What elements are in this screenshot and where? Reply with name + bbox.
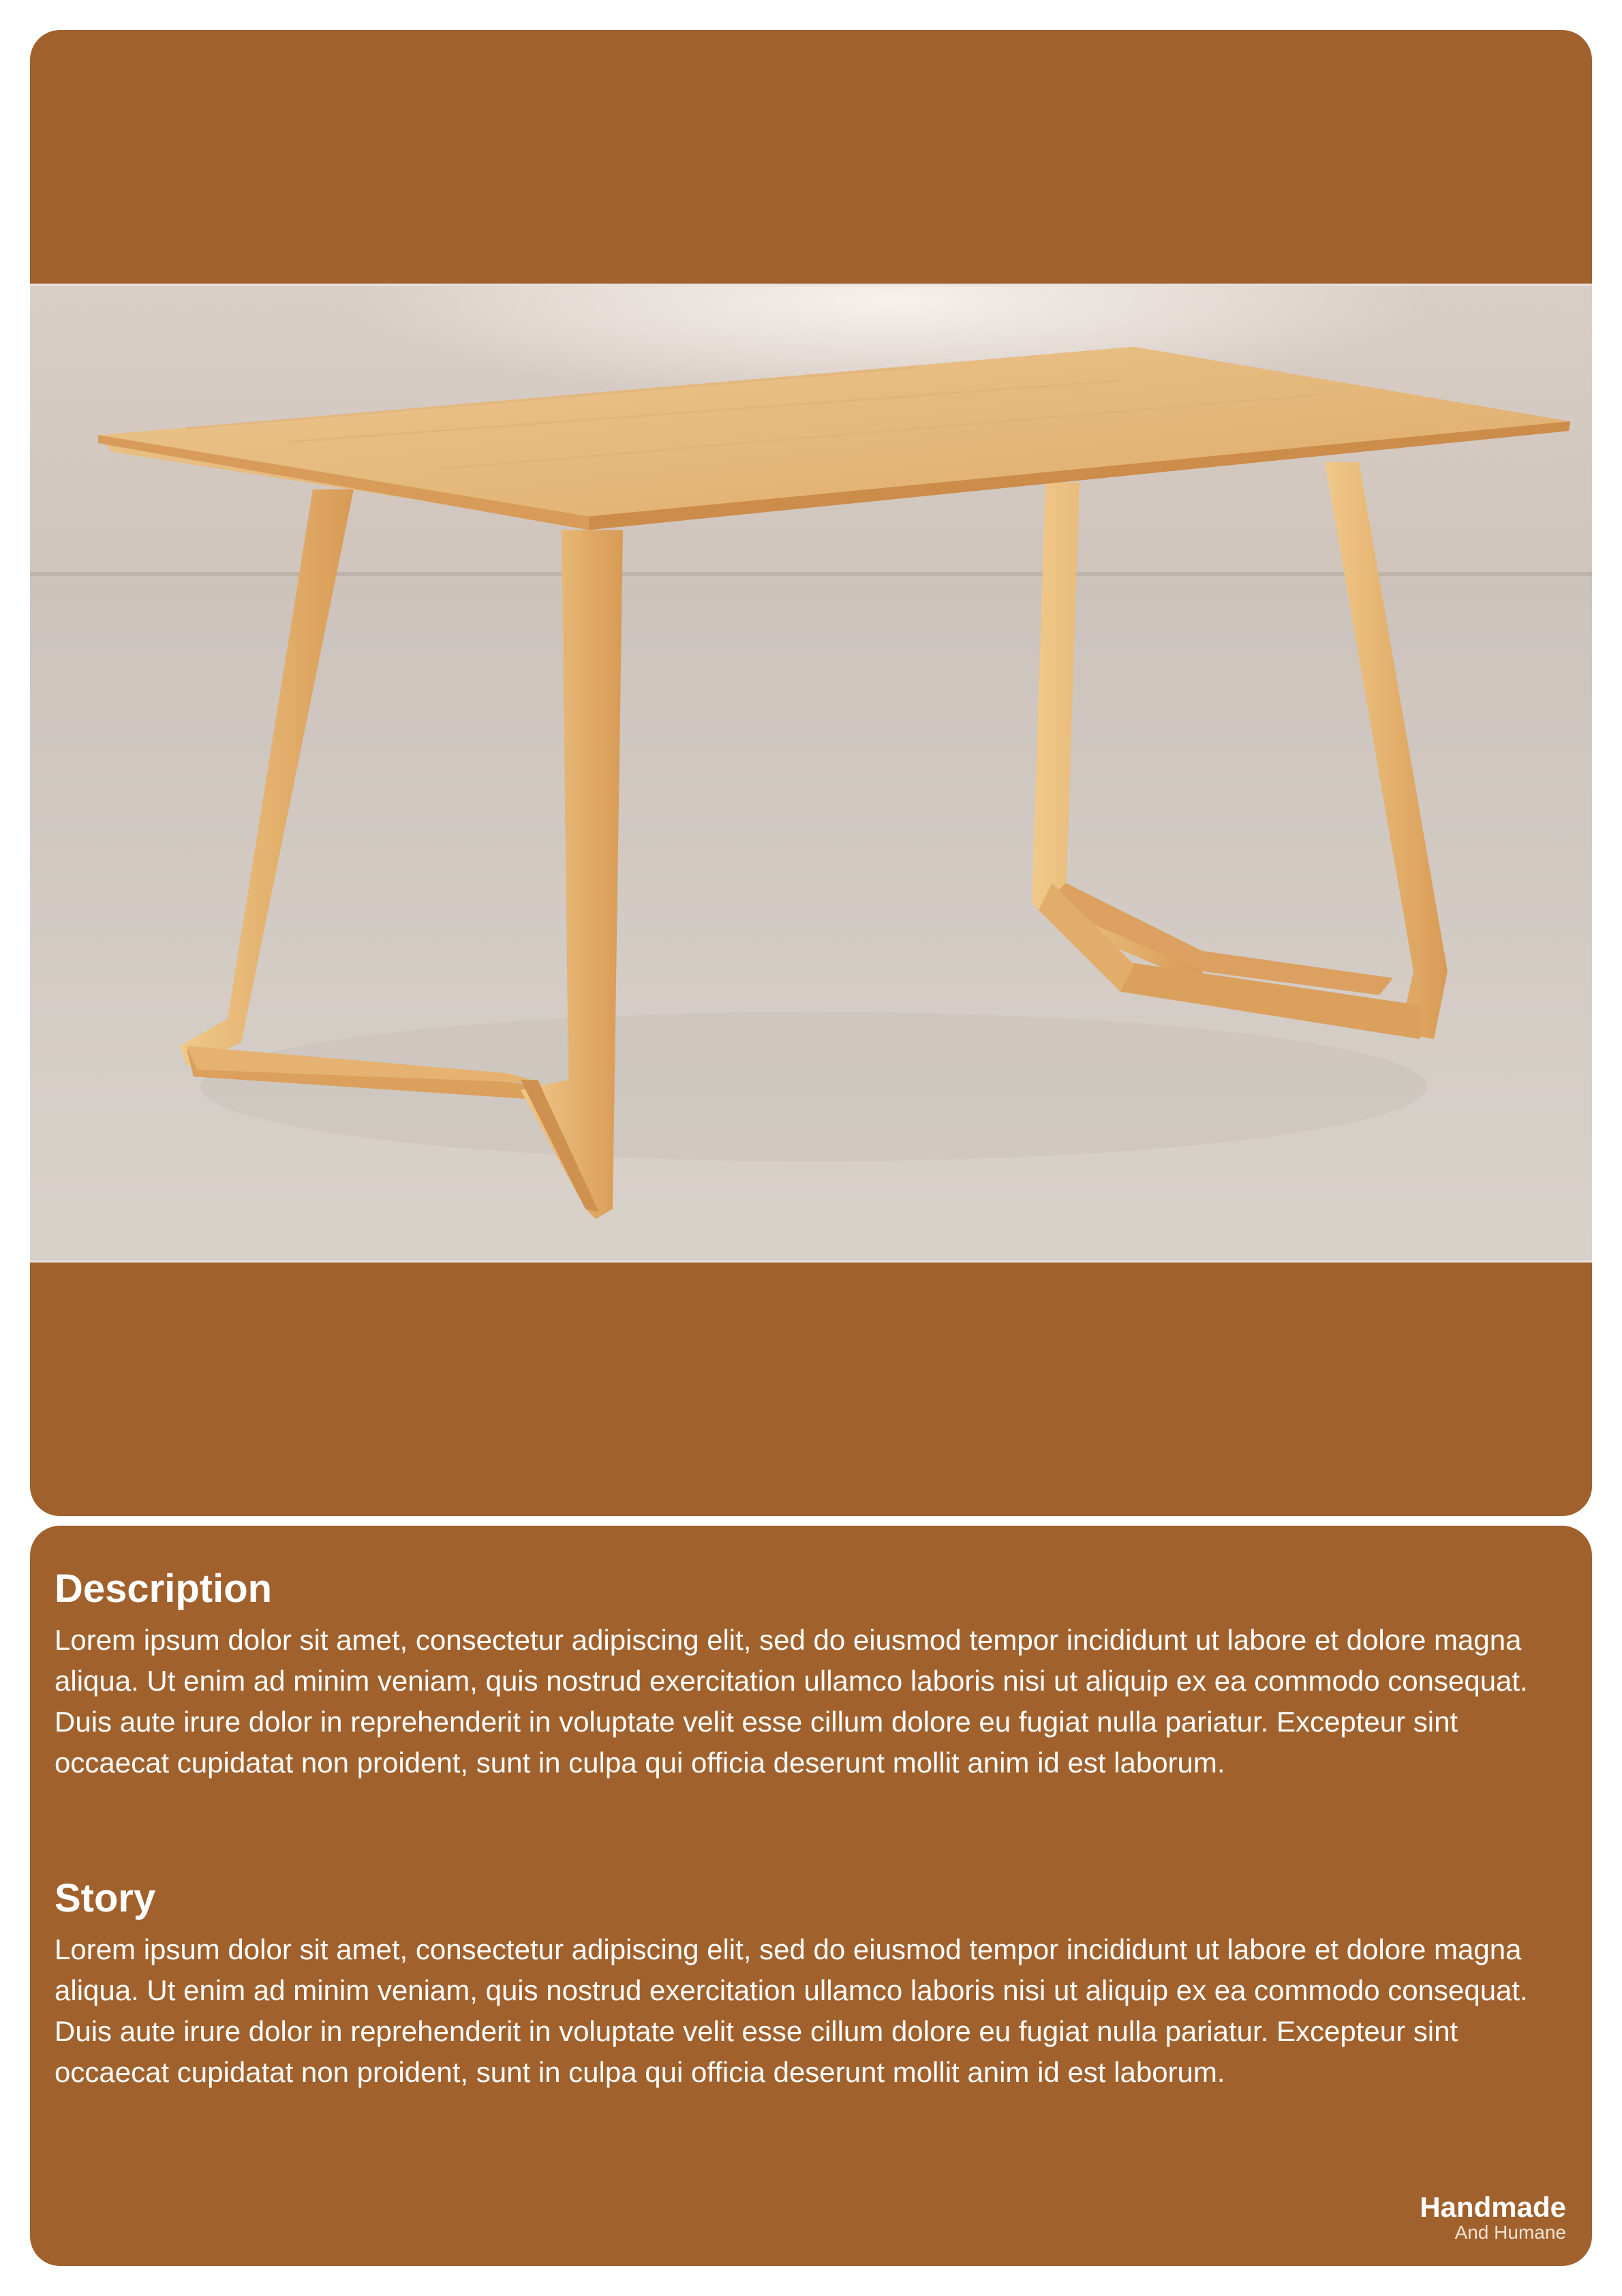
info-panel xyxy=(30,1526,1592,2266)
brand-name: Handmade xyxy=(1420,2191,1566,2223)
description-heading: Description xyxy=(55,1567,273,1611)
story-text: Lorem ipsum dolor sit amet, consectetur adipiscing elit, sed do eiusmod tempor incididunt ut labore et dolore magna aliqua. Ut enim ad minim veniam, quis nostrud exercitation ullamco laboris nisi ut aliquip ex ea commodo consequat. Duis aute irure dolor in reprehenderit in voluptate velit esse cillum dolore eu fugiat nulla pariatur. Excepteur sint occaecat cupidatat non proident, sunt in culpa qui officia deserunt mollit anim id est laborum. xyxy=(55,1933,1528,2088)
brand-logo xyxy=(1420,2192,1566,2243)
description-text: Lorem ipsum dolor sit amet, consectetur adipiscing elit, sed do eiusmod tempor incididunt ut labore et dolore magna aliqua. Ut enim ad minim veniam, quis nostrud exercitation ullamco laboris nisi ut aliquip ex ea commodo consequat. Duis aute irure dolor in reprehenderit in voluptate velit esse cillum dolore eu fugiat nulla pariatur. Excepteur sint occaecat cupidatat non proident, sunt in culpa qui officia deserunt mollit anim id est laborum. xyxy=(55,1624,1528,1779)
story-heading: Story xyxy=(55,1876,156,1920)
hero-panel xyxy=(30,30,1592,1516)
table-image xyxy=(30,286,1592,1260)
product-photo xyxy=(30,284,1592,1263)
brand-tagline: And Humane xyxy=(1454,2222,1566,2243)
